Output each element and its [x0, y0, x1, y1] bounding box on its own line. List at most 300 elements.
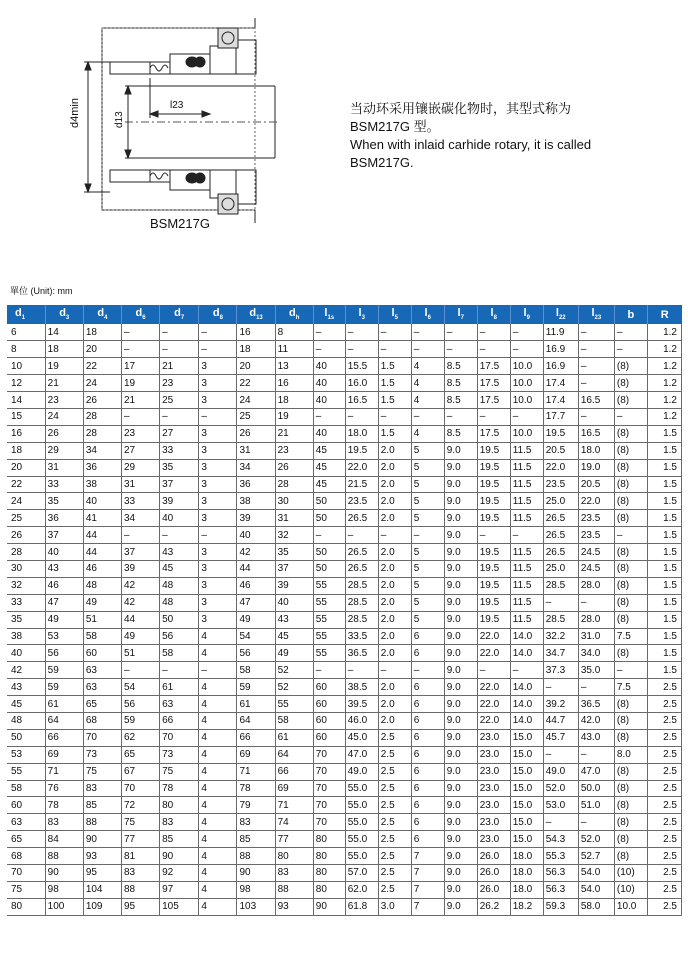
table-cell: 59 [237, 679, 275, 696]
l23-label: l23 [170, 100, 184, 111]
table-cell: 23.5 [345, 493, 378, 510]
table-cell: 8.5 [444, 425, 477, 442]
column-header [7, 305, 45, 324]
table-cell: 2.0 [378, 611, 411, 628]
table-cell: 1.5 [647, 577, 681, 594]
table-cell: 71 [275, 797, 313, 814]
table-cell: 26 [83, 392, 121, 409]
table-cell: – [411, 408, 444, 425]
table-cell: 55.0 [345, 814, 378, 831]
table-cell: – [313, 662, 345, 679]
table-cell: – [578, 594, 614, 611]
column-header-symbol: l [457, 307, 461, 320]
table-cell: 10.0 [510, 392, 543, 409]
table-cell: 10.0 [614, 898, 647, 915]
table-cell: – [543, 814, 578, 831]
table-cell: 55 [313, 594, 345, 611]
table-cell: 37 [275, 560, 313, 577]
table-cell: 60 [83, 645, 121, 662]
table-cell: 58 [275, 712, 313, 729]
table-cell: 40 [313, 425, 345, 442]
table-cell: 58 [160, 645, 199, 662]
table-cell: 4 [199, 628, 237, 645]
column-header [83, 305, 121, 324]
table-cell: 2.5 [647, 898, 681, 915]
table-cell: 9.0 [444, 459, 477, 476]
table-cell: – [510, 341, 543, 358]
table-cell: 59 [45, 679, 83, 696]
table-cell: 70 [83, 729, 121, 746]
table-cell: 63 [7, 814, 45, 831]
table-cell: 21 [121, 392, 159, 409]
table-row [7, 814, 682, 831]
table-cell: (8) [614, 493, 647, 510]
table-row [7, 544, 682, 561]
table-cell: 4 [411, 392, 444, 409]
table-cell: 1.2 [647, 341, 681, 358]
table-cell: 2.5 [647, 831, 681, 848]
table-cell: 23.0 [477, 763, 510, 780]
table-cell: 26.5 [345, 510, 378, 527]
table-cell: (8) [614, 797, 647, 814]
table-cell: 56 [121, 696, 159, 713]
table-cell: – [543, 594, 578, 611]
table-cell: 83 [121, 865, 159, 882]
table-cell: 45.7 [543, 729, 578, 746]
table-cell: 93 [275, 898, 313, 915]
table-cell: 5 [411, 459, 444, 476]
table-cell: 5 [411, 544, 444, 561]
table-cell: 48 [83, 577, 121, 594]
table-row [7, 746, 682, 763]
table-cell: 6 [411, 746, 444, 763]
table-cell: 24 [237, 392, 275, 409]
table-cell: 55.0 [345, 797, 378, 814]
table-cell: 22.0 [543, 459, 578, 476]
table-cell: 2.5 [378, 848, 411, 865]
table-cell: 10.0 [510, 358, 543, 375]
table-cell: 23.0 [477, 831, 510, 848]
table-cell: 9.0 [444, 763, 477, 780]
table-cell: 23.0 [477, 814, 510, 831]
table-cell: 54.0 [578, 865, 614, 882]
table-cell: 2.5 [647, 763, 681, 780]
table-cell: 95 [83, 865, 121, 882]
table-cell: – [578, 341, 614, 358]
table-cell: 33 [45, 476, 83, 493]
table-cell: 35.0 [578, 662, 614, 679]
table-cell: – [578, 324, 614, 341]
table-cell: 19 [275, 408, 313, 425]
table-cell: 19.0 [578, 459, 614, 476]
column-header [237, 305, 275, 324]
table-cell: (8) [614, 594, 647, 611]
table-cell: 9.0 [444, 594, 477, 611]
table-cell: 50 [313, 493, 345, 510]
table-cell: – [543, 746, 578, 763]
table-cell: 19.5 [477, 442, 510, 459]
table-cell: 18 [83, 324, 121, 341]
table-cell: 80 [313, 881, 345, 898]
table-cell: 83 [83, 780, 121, 797]
table-cell: 32.2 [543, 628, 578, 645]
table-cell: 9.0 [444, 628, 477, 645]
table-cell: 40 [275, 594, 313, 611]
table-cell: 55 [313, 645, 345, 662]
table-cell: 40 [45, 544, 83, 561]
table-cell: 3 [199, 560, 237, 577]
table-cell: 33 [121, 493, 159, 510]
column-header [160, 305, 199, 324]
table-cell: 1.5 [647, 611, 681, 628]
table-cell: 35 [160, 459, 199, 476]
table-cell: 45 [7, 696, 45, 713]
table-cell: 6 [411, 797, 444, 814]
table-cell: – [444, 341, 477, 358]
table-cell: – [444, 408, 477, 425]
table-cell: 77 [275, 831, 313, 848]
table-cell: 26.5 [543, 527, 578, 544]
table-cell: 28 [275, 476, 313, 493]
table-cell: 55 [313, 611, 345, 628]
table-cell: 93 [83, 848, 121, 865]
table-cell: 43 [45, 560, 83, 577]
table-cell: 25 [237, 408, 275, 425]
table-cell: 9.0 [444, 865, 477, 882]
table-cell: 69 [275, 780, 313, 797]
table-cell: 6 [411, 679, 444, 696]
table-row [7, 341, 682, 358]
table-cell: 16.5 [578, 392, 614, 409]
table-cell: 70 [313, 763, 345, 780]
table-cell: 1.5 [647, 662, 681, 679]
table-cell: – [510, 527, 543, 544]
table-cell: 15.0 [510, 729, 543, 746]
table-cell: 104 [83, 881, 121, 898]
table-cell: 23 [121, 425, 159, 442]
table-cell: 17.5 [477, 425, 510, 442]
table-row [7, 780, 682, 797]
table-cell: 4 [199, 679, 237, 696]
table-cell: 36 [45, 510, 83, 527]
table-cell: 23.0 [477, 746, 510, 763]
column-header-subscript: 9 [526, 315, 530, 322]
table-cell: (8) [614, 645, 647, 662]
table-cell: – [578, 375, 614, 392]
table-row [7, 324, 682, 341]
table-cell: 2.5 [378, 729, 411, 746]
table-cell: 9.0 [444, 831, 477, 848]
table-cell: 1.2 [647, 324, 681, 341]
table-cell: 75 [7, 881, 45, 898]
table-row [7, 645, 682, 662]
table-cell: 70 [313, 746, 345, 763]
table-cell: 18.0 [510, 865, 543, 882]
table-cell: 61.8 [345, 898, 378, 915]
table-cell: – [199, 341, 237, 358]
table-cell: – [578, 814, 614, 831]
table-cell: 4 [199, 865, 237, 882]
unit-label: 單位 (Unit): mm [10, 286, 73, 296]
table-cell: 4 [199, 797, 237, 814]
table-cell: 54.3 [543, 831, 578, 848]
table-cell: – [378, 662, 411, 679]
table-cell: 20.5 [543, 442, 578, 459]
table-cell: 2.5 [378, 763, 411, 780]
table-cell: 60 [313, 729, 345, 746]
table-cell: 23.0 [477, 780, 510, 797]
table-cell: 24.5 [578, 560, 614, 577]
table-cell: – [199, 527, 237, 544]
table-cell: 2.0 [378, 577, 411, 594]
table-cell: 4 [199, 831, 237, 848]
table-cell: 49 [45, 611, 83, 628]
table-row [7, 831, 682, 848]
table-cell: 1.5 [647, 628, 681, 645]
table-cell: 21.5 [345, 476, 378, 493]
table-cell: 90 [237, 865, 275, 882]
table-cell: – [313, 408, 345, 425]
table-cell: – [345, 527, 378, 544]
table-cell: 2.0 [378, 560, 411, 577]
table-cell: – [160, 408, 199, 425]
table-cell: – [578, 746, 614, 763]
column-header-subscript: 3 [361, 315, 365, 322]
table-cell: 28.5 [345, 611, 378, 628]
table-cell: 83 [45, 814, 83, 831]
table-cell: 8.5 [444, 392, 477, 409]
table-cell: 62 [121, 729, 159, 746]
column-header [444, 305, 477, 324]
table-cell: 17.7 [543, 408, 578, 425]
table-cell: 7.5 [614, 679, 647, 696]
table-cell: 71 [45, 763, 83, 780]
table-cell: 50 [313, 510, 345, 527]
table-cell: 34.7 [543, 645, 578, 662]
table-cell: 5 [411, 577, 444, 594]
table-row [7, 442, 682, 459]
table-cell: 6 [411, 696, 444, 713]
table-cell: 14.0 [510, 628, 543, 645]
table-cell: 80 [160, 797, 199, 814]
table-cell: 22.0 [477, 696, 510, 713]
table-cell: 9.0 [444, 476, 477, 493]
table-cell: 50 [7, 729, 45, 746]
table-cell: 44 [83, 527, 121, 544]
table-cell: 43 [275, 611, 313, 628]
column-header-subscript: 23 [594, 315, 602, 322]
table-cell: 88 [121, 881, 159, 898]
table-row [7, 577, 682, 594]
table-cell: 50.0 [578, 780, 614, 797]
table-cell: 35 [45, 493, 83, 510]
column-header-symbol: d [249, 307, 257, 320]
table-cell: – [614, 341, 647, 358]
table-cell: 80 [313, 865, 345, 882]
table-cell: 11.5 [510, 611, 543, 628]
table-cell: 88 [45, 848, 83, 865]
table-cell: 3 [199, 442, 237, 459]
table-cell: 54.0 [578, 881, 614, 898]
table-cell: – [543, 679, 578, 696]
table-cell: (8) [614, 358, 647, 375]
table-cell: (8) [614, 763, 647, 780]
table-cell: 48 [160, 577, 199, 594]
table-cell: 4 [411, 375, 444, 392]
table-cell: 4 [199, 881, 237, 898]
table-cell: 17.4 [543, 392, 578, 409]
table-cell: – [345, 324, 378, 341]
table-cell: – [199, 408, 237, 425]
column-header-symbol: d [15, 307, 22, 320]
table-cell: 25.0 [543, 493, 578, 510]
table-cell: 28.5 [345, 594, 378, 611]
table-cell: 11.5 [510, 442, 543, 459]
column-header-subscript: 8 [219, 315, 223, 322]
table-row [7, 797, 682, 814]
table-cell: 20 [237, 358, 275, 375]
table-cell: 60 [7, 797, 45, 814]
table-cell: 9.0 [444, 645, 477, 662]
table-row [7, 594, 682, 611]
table-cell: 92 [160, 865, 199, 882]
table-cell: (8) [614, 831, 647, 848]
table-cell: 13 [275, 358, 313, 375]
table-cell: 5 [411, 560, 444, 577]
table-cell: 14.0 [510, 712, 543, 729]
table-cell: 4 [199, 763, 237, 780]
table-cell: 56 [160, 628, 199, 645]
table-cell: 48 [7, 712, 45, 729]
table-cell: 28 [83, 408, 121, 425]
table-cell: – [160, 527, 199, 544]
table-cell: 58.0 [578, 898, 614, 915]
table-cell: 43 [160, 544, 199, 561]
table-cell: 2.0 [378, 493, 411, 510]
table-cell: 58 [7, 780, 45, 797]
table-cell: 18.0 [510, 848, 543, 865]
table-cell: 47.0 [578, 763, 614, 780]
table-cell: 33.5 [345, 628, 378, 645]
table-cell: 25 [7, 510, 45, 527]
table-cell: 100 [45, 898, 83, 915]
table-cell: 2.5 [647, 797, 681, 814]
table-cell: 9.0 [444, 696, 477, 713]
table-row [7, 865, 682, 882]
table-cell: 53 [7, 746, 45, 763]
table-cell: 1.5 [378, 375, 411, 392]
table-cell: 70 [313, 797, 345, 814]
table-cell: 4 [199, 898, 237, 915]
table-cell: 26.5 [543, 510, 578, 527]
table-cell: 23 [45, 392, 83, 409]
table-cell: – [578, 358, 614, 375]
table-cell: 44 [121, 611, 159, 628]
table-cell: 40 [313, 392, 345, 409]
table-cell: 9.0 [444, 493, 477, 510]
description-en-line2: BSM217G. [350, 155, 414, 170]
table-cell: 2.0 [378, 712, 411, 729]
table-cell: 60 [313, 696, 345, 713]
table-cell: 72 [121, 797, 159, 814]
table-cell: 26.5 [345, 560, 378, 577]
table-cell: 34 [121, 510, 159, 527]
table-cell: 45 [275, 628, 313, 645]
table-cell: 35 [7, 611, 45, 628]
column-header [345, 305, 378, 324]
table-cell: 1.5 [647, 493, 681, 510]
table-cell: – [199, 324, 237, 341]
table-cell: 1.5 [647, 527, 681, 544]
column-header-subscript: 1 [21, 315, 26, 322]
table-row [7, 628, 682, 645]
table-cell: 1.5 [647, 594, 681, 611]
table-cell: (10) [614, 865, 647, 882]
table-cell: 36.5 [578, 696, 614, 713]
table-cell: 42.0 [578, 712, 614, 729]
table-cell: 90 [45, 865, 83, 882]
table-cell: 64 [275, 746, 313, 763]
table-cell: 59 [45, 662, 83, 679]
table-cell: 30 [7, 560, 45, 577]
table-cell: 80 [313, 848, 345, 865]
table-cell: – [160, 324, 199, 341]
table-cell: 40 [313, 358, 345, 375]
table-cell: 44 [83, 544, 121, 561]
table-cell: 60 [313, 679, 345, 696]
table-cell: – [510, 408, 543, 425]
table-cell: (8) [614, 729, 647, 746]
table-cell: 37.3 [543, 662, 578, 679]
table-cell: 21 [275, 425, 313, 442]
table-cell: 28 [83, 425, 121, 442]
table-cell: 7 [411, 865, 444, 882]
table-cell: 17.5 [477, 358, 510, 375]
table-cell: 3.0 [378, 898, 411, 915]
table-cell: 31 [237, 442, 275, 459]
table-cell: 66 [160, 712, 199, 729]
table-cell: 29 [45, 442, 83, 459]
table-cell: 37 [121, 544, 159, 561]
table-cell: 11.9 [543, 324, 578, 341]
table-cell: 18 [275, 392, 313, 409]
table-cell: 19.5 [477, 611, 510, 628]
table-cell: 9.0 [444, 442, 477, 459]
column-header [647, 305, 681, 324]
table-cell: 7 [411, 848, 444, 865]
table-row [7, 848, 682, 865]
table-row [7, 560, 682, 577]
table-cell: 21 [45, 375, 83, 392]
table-cell: 21 [160, 358, 199, 375]
table-row [7, 459, 682, 476]
table-cell: 68 [83, 712, 121, 729]
table-cell: 80 [275, 848, 313, 865]
table-cell: 69 [45, 746, 83, 763]
table-cell: 26.5 [345, 544, 378, 561]
table-cell: 84 [45, 831, 83, 848]
table-cell: 11.5 [510, 594, 543, 611]
table-cell: 33 [160, 442, 199, 459]
table-cell: 1.2 [647, 408, 681, 425]
table-cell: 8 [275, 324, 313, 341]
table-cell: 34 [83, 442, 121, 459]
table-cell: 4 [199, 712, 237, 729]
table-cell: 27 [121, 442, 159, 459]
table-cell: 25.0 [543, 560, 578, 577]
table-cell: 56.3 [543, 881, 578, 898]
table-header-row [7, 305, 682, 324]
